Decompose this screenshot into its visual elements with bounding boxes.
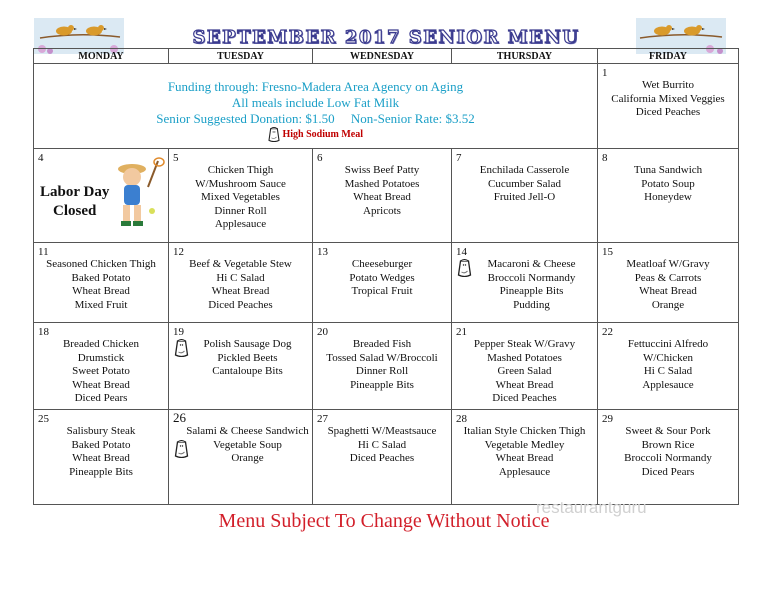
meal-item: Brown Rice	[641, 438, 695, 451]
day-number: 28	[456, 413, 467, 425]
day-number: 21	[456, 326, 467, 338]
watermark: restaurantguru	[536, 498, 647, 517]
day-cell	[598, 410, 739, 505]
day-number: 27	[317, 413, 328, 425]
meal-item: Diced Peaches	[349, 452, 415, 464]
meal-item: Sweet & Sour Pork	[625, 425, 711, 437]
meal-item: Orange	[651, 298, 685, 311]
day-cell	[313, 323, 452, 410]
meal-list	[34, 243, 168, 312]
meal-item: Chicken Thigh	[207, 164, 274, 176]
day-number: 18	[38, 326, 49, 338]
day-number: 22	[602, 326, 613, 338]
day-number: 7	[456, 152, 462, 164]
weekday-header-row	[34, 49, 739, 64]
day-cell	[452, 149, 598, 243]
meal-item: Wheat Bread	[211, 285, 270, 297]
week-row	[34, 149, 739, 243]
meal-item: Applesauce	[642, 378, 694, 391]
meal-item: Mashed Potatoes	[344, 177, 420, 190]
meal-list	[34, 323, 168, 406]
meal-item: Wet Burrito	[642, 79, 694, 91]
meal-item: Dinner Roll	[355, 365, 409, 377]
meal-item: Wheat Bread	[639, 285, 697, 297]
meal-item: W/Mushroom Sauce	[195, 177, 286, 190]
funding-note: Funding through: Fresno-Madera Area Agency on Aging	[167, 79, 464, 94]
day-number: 15	[602, 246, 613, 258]
meal-list	[598, 410, 738, 479]
meal-item: Hi C Salad	[357, 438, 407, 451]
day-number: 8	[602, 152, 608, 164]
meal-item: Mashed Potatoes	[487, 351, 562, 364]
meal-item: Applesauce	[214, 218, 267, 230]
meal-item: Tossed Salad W/Broccoli	[326, 351, 438, 364]
meal-item: Beef & Vegetable Stew	[189, 258, 292, 270]
meal-item: Drumstick	[77, 351, 125, 364]
salt-shaker-icon	[457, 259, 472, 277]
meal-item: Diced Pears	[641, 465, 695, 478]
meal-item: Diced Peaches	[635, 106, 701, 118]
weekday-header: FRIDAY	[598, 49, 739, 64]
weekday-header: WEDNESDAY	[313, 49, 452, 64]
meal-item: Pickled Beets	[217, 351, 278, 364]
day-cell	[452, 323, 598, 410]
meal-item: Peas & Carrots	[634, 271, 702, 284]
meal-list	[598, 64, 738, 120]
meal-item: Pepper Steak W/Gravy	[473, 338, 576, 350]
day-cell	[452, 243, 598, 323]
meal-item: Baked Potato	[71, 271, 131, 284]
meal-item: Mixed Fruit	[74, 298, 128, 311]
day-cell	[169, 243, 313, 323]
meal-item: Fruited Jell-O	[493, 191, 556, 203]
sodium-legend-label: High Sodium Meal	[282, 129, 364, 140]
day-cell	[169, 149, 313, 243]
meal-item: Salami & Cheese Sandwich	[186, 425, 309, 437]
meal-item: Diced Peaches	[492, 392, 557, 404]
meal-item: Pineapple Bits	[350, 378, 414, 391]
meal-item: Polish Sausage Dog	[203, 338, 292, 350]
day-number: 4	[38, 152, 44, 164]
meal-item: Applesauce	[498, 465, 551, 478]
day-cell	[598, 64, 739, 149]
day-number: 19	[173, 326, 184, 338]
day-cell	[313, 149, 452, 243]
day-cell	[598, 243, 739, 323]
weekday-header: MONDAY	[34, 49, 169, 64]
meal-item: Italian Style Chicken Thigh	[463, 425, 586, 437]
meal-item: Hi C Salad	[643, 365, 693, 377]
meal-item: Macaroni & Cheese	[487, 258, 576, 270]
meal-list	[169, 243, 312, 312]
week-row	[34, 64, 739, 149]
meal-item: Sweet Potato	[72, 365, 130, 377]
footer-notice: Menu Subject To Change Without Notice	[218, 510, 550, 532]
meal-item: Fettuccini Alfredo	[627, 338, 709, 350]
meal-list	[313, 323, 451, 392]
meal-list	[34, 410, 168, 479]
meal-item: Enchilada Casserole	[479, 164, 570, 176]
meal-list	[169, 323, 312, 379]
meal-list	[598, 243, 738, 312]
day-number: 5	[173, 152, 179, 164]
meal-list	[452, 243, 597, 312]
day-number: 20	[317, 326, 328, 338]
day-number: 26	[173, 410, 186, 425]
day-cell	[452, 410, 598, 505]
day-cell	[169, 410, 313, 505]
meal-list	[313, 243, 451, 299]
day-cell	[169, 323, 313, 410]
meal-item: Orange	[231, 452, 264, 464]
meal-list	[313, 149, 451, 218]
meal-item: Wheat Bread	[495, 452, 554, 464]
meal-list	[452, 410, 597, 479]
week-row	[34, 410, 739, 505]
meal-item: Breaded Chicken	[62, 338, 140, 350]
meal-item: Vegetable Medley	[484, 438, 565, 451]
meal-item: Breaded Fish	[352, 338, 412, 350]
salt-shaker-icon	[174, 339, 189, 357]
meal-item: Dinner Roll	[214, 204, 267, 217]
meal-item: Green Salad	[497, 365, 552, 377]
day-cell	[598, 149, 739, 243]
meal-list	[313, 410, 451, 466]
meal-item: Wheat Bread	[72, 378, 130, 391]
meal-item: Wheat Bread	[353, 191, 411, 203]
meal-item: California Mixed Veggies	[611, 92, 725, 105]
meal-item: Potato Wedges	[349, 271, 415, 284]
meal-item: W/Chicken	[642, 351, 694, 364]
meal-item: Diced Pears	[74, 392, 128, 404]
day-cell	[34, 243, 169, 323]
salt-shaker-icon	[268, 127, 280, 142]
salt-shaker-icon	[174, 440, 189, 458]
weekday-header: TUESDAY	[169, 49, 313, 64]
week-row	[34, 323, 739, 410]
sodium-legend	[34, 127, 597, 143]
day-cell	[313, 410, 452, 505]
day-cell	[313, 243, 452, 323]
day-number: 13	[317, 246, 328, 258]
meal-item: Tuna Sandwich	[633, 164, 703, 176]
meal-item: Wheat Bread	[72, 452, 130, 464]
meal-item: Salisbury Steak	[66, 425, 136, 437]
info-cell	[34, 64, 598, 149]
meal-item: Diced Peaches	[208, 298, 273, 311]
meal-item: Mixed Vegetables	[201, 191, 280, 203]
day-number: 6	[317, 152, 323, 164]
day-cell	[34, 410, 169, 505]
week-row	[34, 243, 739, 323]
meal-item: Cucumber Salad	[487, 177, 561, 190]
meal-item: Seasoned Chicken Thigh	[46, 258, 156, 270]
meal-item: Wheat Bread	[495, 378, 554, 391]
meal-item: Cheeseburger	[351, 258, 413, 270]
holiday-label	[40, 183, 109, 221]
day-cell	[34, 149, 169, 243]
meal-item: Broccoli Normandy	[487, 271, 576, 284]
meal-list	[598, 323, 738, 392]
meal-item: Meatloaf W/Gravy	[626, 258, 710, 270]
meal-item: Hi C Salad	[216, 271, 265, 284]
meal-item: Wheat Bread	[72, 285, 130, 297]
meal-item: Tropical Fruit	[351, 285, 413, 297]
meal-item: Swiss Beef Patty	[344, 164, 420, 176]
day-number: 12	[173, 246, 184, 258]
donation-note: Senior Suggested Donation: $1.50 Non-Senior Rate: $3.52	[156, 111, 475, 126]
day-cell	[598, 323, 739, 410]
meal-item: Honeydew	[644, 191, 692, 203]
weekday-header: THURSDAY	[452, 49, 598, 64]
meal-list	[169, 149, 312, 232]
holiday-title: Labor Day	[40, 184, 110, 200]
meal-list	[169, 410, 312, 466]
meal-item: Pudding	[513, 298, 550, 311]
meal-list	[598, 149, 738, 205]
holiday-status: Closed	[52, 203, 97, 219]
meal-list	[452, 149, 597, 205]
milk-note: All meals include Low Fat Milk	[231, 95, 400, 110]
day-number: 25	[38, 413, 49, 425]
day-number: 29	[602, 413, 613, 425]
meal-list	[452, 323, 597, 406]
meal-item: Cantaloupe Bits	[212, 365, 283, 377]
meal-item: Pineapple Bits	[69, 465, 133, 478]
day-cell	[34, 323, 169, 410]
menu-calendar	[33, 48, 739, 505]
day-number: 1	[602, 67, 608, 79]
child-with-net-illustration	[110, 155, 166, 235]
day-number: 14	[456, 246, 467, 258]
meal-item: Potato Soup	[641, 177, 695, 190]
meal-item: Pineapple Bits	[499, 285, 564, 297]
menu-title: SEPTEMBER 2017 SENIOR MENU	[192, 27, 580, 48]
meal-item: Spaghetti W/Meastsauce	[327, 425, 437, 437]
meal-item: Broccoli Normandy	[624, 452, 712, 464]
meal-item: Apricots	[363, 204, 401, 217]
meal-item: Baked Potato	[71, 438, 131, 451]
meal-item: Vegetable Soup	[213, 438, 282, 451]
day-number: 11	[38, 246, 49, 258]
